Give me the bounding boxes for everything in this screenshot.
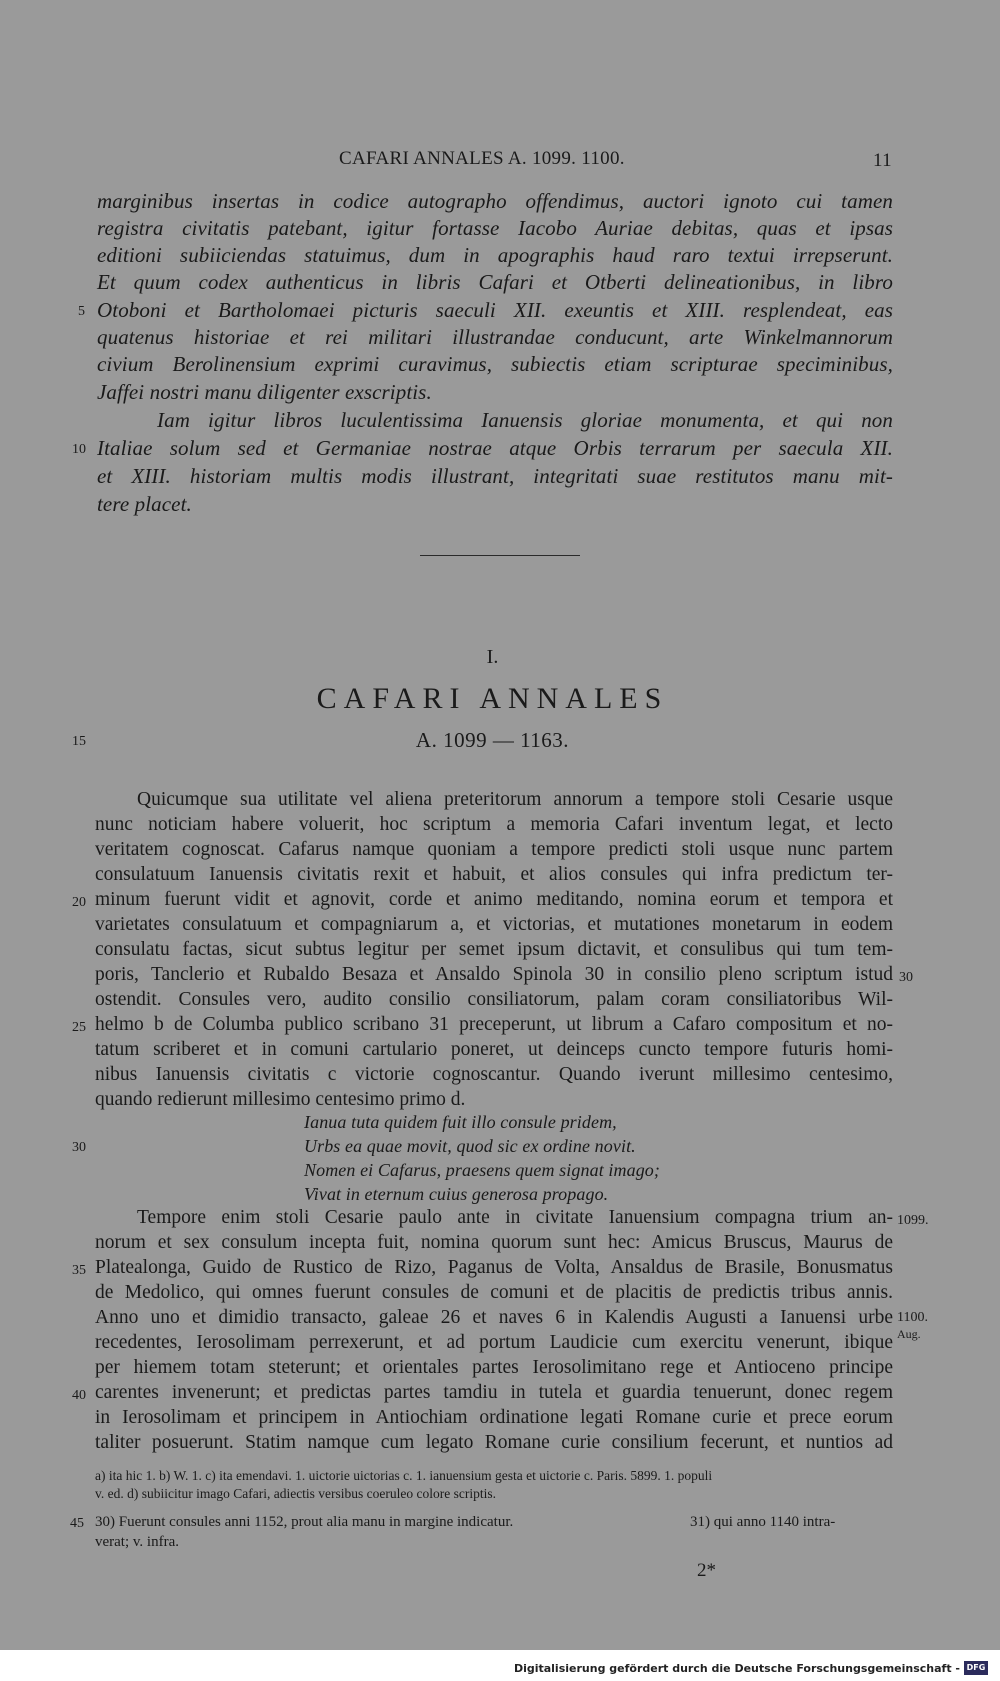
intro-line: quatenus historiae et rei militari illustrandae conducunt, arte Winkelmannorum [97, 325, 893, 349]
intro-line: marginibus insertas in codice autographo offendimus, auctori ignoto cui tamen [97, 189, 893, 213]
line-number: 25 [72, 1020, 86, 1035]
body-line: Anno uno et dimidio transacto, galeae 26 et naves 6 in Kalendis Augusti a Ianuensi urbe [95, 1307, 893, 1328]
margin-month: Aug. [897, 1327, 921, 1341]
body-line: taliter posuerunt. Statim namque cum legato Romane curie consilium fecerunt, et nuntios ad [95, 1432, 893, 1453]
line-number: 5 [78, 304, 85, 319]
footnote-numbered: verat; v. infra. [95, 1534, 179, 1550]
footnote-lettered: v. ed. d) subiicitur imago Cafari, adiectis versibus coeruleo colore scriptis. [95, 1486, 497, 1501]
intro-line: Et quum codex authenticus in libris Cafari et Otberti delineationibus, in libro [97, 270, 893, 294]
body-line: veritatem cognoscat. Cafarus namque quoniam a tempore predicti stoli usque nunc partem [95, 839, 893, 860]
line-number: 45 [70, 1516, 84, 1531]
intro-line: Jaffei nostri manu diligenter exscriptis. [97, 380, 432, 404]
digitization-footer [0, 1650, 1000, 1681]
page-number: 11 [873, 150, 892, 171]
body-line: minum fuerunt vidit et agnovit, corde et animo meditando, nomina eorum et tempora et [95, 889, 893, 910]
line-number: 15 [72, 734, 86, 749]
body-line: consulatu factas, sicut subtus legitur per semet ipsum dictavit, et consulibus qui tum tem- [95, 939, 893, 960]
body-line: poris, Tanclerio et Rubaldo Besaza et Ansaldo Spinola 30 in consilio pleno scriptum istud [95, 964, 893, 985]
line-number: 10 [72, 442, 86, 457]
body-line: Platealonga, Guido de Rustico de Rizo, Paganus de Volta, Ansaldus de Brasile, Bonusmatus [95, 1257, 893, 1278]
intro-line: et XIII. historiam multis modis illustrant, integritati suae restitutos manu mit- [97, 464, 893, 488]
intro-line: Otoboni et Bartholomaei picturis saeculi XII. exeuntis et XIII. resplendeat, eas [97, 298, 893, 322]
margin-year: 1100. [897, 1310, 928, 1325]
body-line: recedentes, Ierosolimam perrexerunt, et ad portum Laudicie cum exercitu venerunt, ibique [95, 1332, 893, 1353]
verse-line: Ianua tuta quidem fuit illo consule pridem, [304, 1112, 617, 1132]
line-number: 40 [72, 1388, 86, 1403]
intro-line: Italiae solum sed et Germaniae nostrae atque Orbis terrarum per saecula XII. [97, 436, 893, 460]
margin-year: 1099. [897, 1213, 929, 1228]
signature-mark: 2* [697, 1560, 716, 1581]
running-title: CAFARI ANNALES A. 1099. 1100. [339, 148, 625, 169]
intro-line: tere placet. [97, 492, 192, 516]
intro-line: editioni subiiciendas statuimus, dum in apographis haud raro textui irrepserunt. [97, 243, 893, 267]
body-line: norum et sex consulum incepta fuit, nomina quorum sunt hec: Amicus Bruscus, Maurus de [95, 1232, 893, 1253]
section-numeral: I. [486, 646, 499, 668]
body-line: per hiemem totam steterunt; et orientales partes Ierosolimitano rege et Antioceno principe [95, 1357, 893, 1378]
section-subtitle: A. 1099 — 1163. [415, 728, 570, 752]
verse-line: Nomen ei Cafarus, praesens quem signat imago; [304, 1160, 660, 1180]
intro-line: civium Berolinensium exprimi curavimus, subiectis etiam scripturae speciminibus, [97, 352, 893, 376]
body-line: Tempore enim stoli Cesarie paulo ante in civitate Ianuensium compagna trium an- [137, 1207, 893, 1228]
intro-line: registra civitatis patebant, igitur fortasse Iacobo Auriae debitas, quas et ipsas [97, 216, 893, 240]
body-line: Quicumque sua utilitate vel aliena preteritorum annorum a tempore stoli Cesarie usque [137, 789, 893, 810]
body-line: quando redierunt millesimo centesimo primo d. [95, 1089, 466, 1110]
dfg-logo: DFG [964, 1661, 988, 1675]
footer-credit: Digitalisierung gefördert durch die Deutsche Forschungsgemeinschaft - [513, 1662, 960, 1675]
margin-number: 30 [899, 970, 913, 985]
footnote-numbered: 30) Fuerunt consules anni 1152, prout alia manu in margine indicatur. [95, 1514, 514, 1530]
body-line: ostendit. Consules vero, audito consilio consiliatorum, palam coram consiliatoribus Wil- [95, 989, 893, 1010]
body-line: de Medolico, qui omnes fuerunt consules de comuni et de placitis de predictis tribus annis. [95, 1282, 893, 1303]
body-line: consulatuum Ianuensis civitatis rexit et habuit, et alios consules qui infra predictum ter- [95, 864, 893, 885]
line-number: 20 [72, 895, 86, 910]
body-line: helmo b de Columba publico scribano 31 preceperunt, ut librum a Cafaro compositum et no- [95, 1014, 893, 1035]
separator-rule [420, 555, 580, 556]
body-line: nunc noticiam habere voluerit, hoc scriptum a memoria Cafari inventum legat, et lecto [95, 814, 893, 835]
body-line: tatum scriberet et in comuni cartulario poneret, ut deinceps cuncto tempore futuris homi- [95, 1039, 893, 1060]
verse-line: Vivat in eternum cuius generosa propago. [304, 1184, 609, 1204]
footnote-numbered: 31) qui anno 1140 intra- [690, 1514, 836, 1530]
body-line: varietates consulatuum et compagniarum a, et victorias, et mutationes monetarum in eodem [95, 914, 893, 935]
section-title: CAFARI ANNALES [316, 682, 669, 715]
body-line: in Ierosolimam et principem in Antiochiam ordinatione legati Romane curie et prece eorum [95, 1407, 893, 1428]
line-number: 35 [72, 1263, 86, 1278]
body-line: carentes invenerunt; et predictas partes tamdiu in tutela et guardia tenuerunt, donec regem [95, 1382, 893, 1403]
verse-line: Urbs ea quae movit, quod sic ex ordine novit. [304, 1136, 636, 1156]
line-number: 30 [72, 1140, 86, 1155]
footnote-lettered: a) ita hic 1. b) W. 1. c) ita emendavi. 1. uictorie uictorias c. 1. ianuensium gesta et uictorie c. Paris. 5899. 1. populi [95, 1468, 713, 1483]
intro-line: Iam igitur libros luculentissima Ianuensis gloriae monumenta, et qui non [157, 408, 893, 432]
body-line: nibus Ianuensis civitatis c victorie cognoscantur. Quando iverunt millesimo centesimo, [95, 1064, 893, 1085]
